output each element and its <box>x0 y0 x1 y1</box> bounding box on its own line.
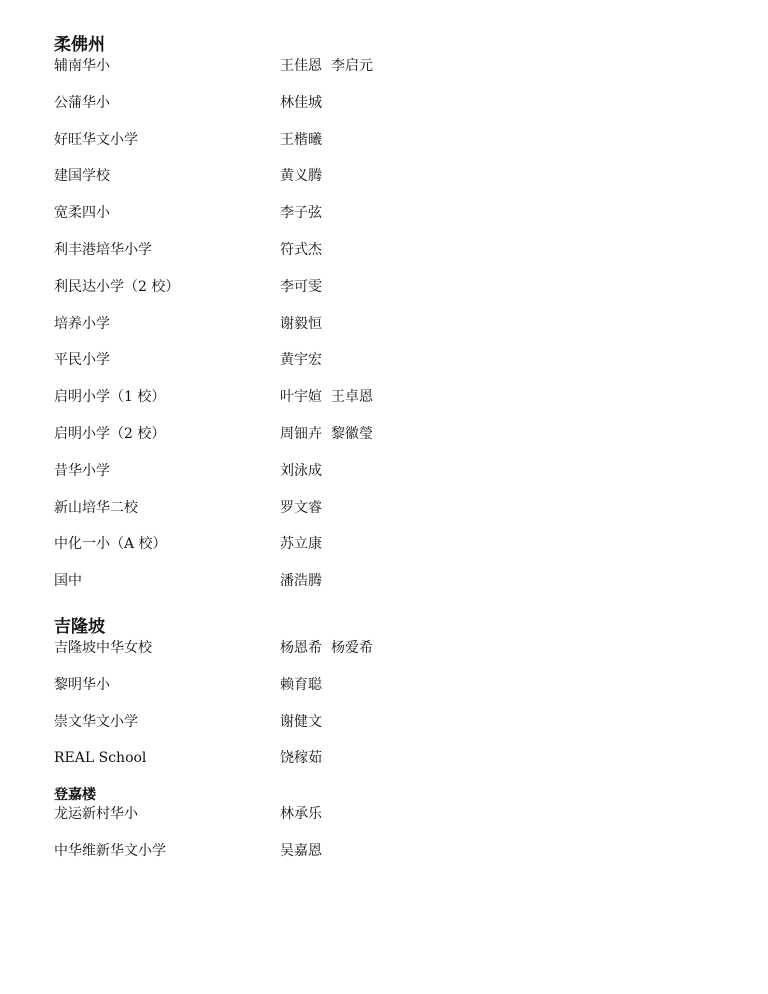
student-names <box>280 240 322 277</box>
student-names <box>280 804 322 841</box>
section-title: 吉隆坡 <box>54 616 105 637</box>
student-name: 叶宇媗 <box>280 389 322 406</box>
list-item <box>54 712 714 749</box>
student-name: 吴嘉恩 <box>280 842 322 859</box>
list-item <box>54 841 714 878</box>
student-name: 潘浩腾 <box>280 573 322 590</box>
school-name: 公蒲华小 <box>54 94 110 111</box>
list-item <box>54 804 714 841</box>
student-name: 杨恩希 <box>280 639 322 656</box>
school-name: 黎明华小 <box>54 676 110 693</box>
student-name: 李可雯 <box>280 278 322 295</box>
student-name: 符式杰 <box>280 241 322 258</box>
student-names <box>280 712 322 749</box>
page <box>54 34 714 878</box>
student-name: 赖育聪 <box>280 676 322 693</box>
student-name: 杨爱希 <box>331 639 373 656</box>
list-item <box>54 748 714 785</box>
section-title: 登嘉楼 <box>54 787 96 804</box>
school-name: REAL School <box>54 750 147 767</box>
list-item <box>54 203 714 240</box>
school-name: 利丰港培华小学 <box>54 241 152 258</box>
student-names <box>280 841 322 878</box>
student-name: 林承乐 <box>280 806 322 823</box>
student-name: 黎徽瑩 <box>331 425 373 442</box>
school-name: 辅南华小 <box>54 58 110 74</box>
list-item <box>54 130 714 167</box>
list-item <box>54 461 714 498</box>
section-title: 柔佛州 <box>54 35 105 55</box>
student-names <box>280 424 373 461</box>
student-name: 王佳恩 <box>280 58 322 74</box>
student-name: 苏立康 <box>280 536 322 553</box>
list-item <box>54 166 714 203</box>
student-name: 黄宇宏 <box>280 352 322 369</box>
student-names <box>280 166 322 203</box>
list-item <box>54 56 714 93</box>
student-names <box>280 350 322 387</box>
list-item <box>54 571 714 608</box>
school-name: 昔华小学 <box>54 462 110 479</box>
student-name: 谢健文 <box>280 713 322 730</box>
school-name: 崇文华文小学 <box>54 713 138 730</box>
student-name: 王卓恩 <box>331 389 373 406</box>
list-item <box>54 314 714 351</box>
school-name: 中化一小（A 校） <box>54 536 167 553</box>
list-item <box>54 387 714 424</box>
student-name: 王楷曦 <box>280 131 322 148</box>
student-name: 罗文睿 <box>280 499 322 516</box>
school-name: 国中 <box>54 573 82 590</box>
list-item <box>54 534 714 571</box>
section-johor <box>54 34 714 608</box>
student-names <box>280 56 373 93</box>
list-item <box>54 675 714 712</box>
school-name: 启明小学（1 校） <box>54 389 166 406</box>
student-name: 周钿卉 <box>280 425 322 442</box>
student-names <box>280 277 322 314</box>
school-name: 吉隆坡中华女校 <box>54 639 152 656</box>
student-names <box>280 130 322 167</box>
student-names <box>280 93 322 130</box>
list-item <box>54 638 714 675</box>
school-name: 新山培华二校 <box>54 499 138 516</box>
student-names <box>280 387 373 424</box>
student-name: 李子弦 <box>280 205 322 222</box>
student-name: 饶稼茹 <box>280 750 322 767</box>
student-names <box>280 534 322 571</box>
student-names <box>280 748 322 785</box>
list-item <box>54 350 714 387</box>
student-names <box>280 203 322 240</box>
list-item <box>54 277 714 314</box>
school-name: 利民达小学（2 校） <box>54 278 180 295</box>
section-terengganu <box>54 786 714 878</box>
student-name: 谢毅恒 <box>280 315 322 332</box>
student-names <box>280 498 322 535</box>
list-item <box>54 498 714 535</box>
section-spacer <box>54 608 714 616</box>
student-name: 刘泳成 <box>280 462 322 479</box>
student-names <box>280 638 373 675</box>
student-names <box>280 461 322 498</box>
list-item <box>54 424 714 461</box>
student-names <box>280 571 322 608</box>
school-name: 培养小学 <box>54 315 110 332</box>
student-name: 黄义腾 <box>280 168 322 185</box>
school-name: 中华维新华文小学 <box>54 842 166 859</box>
school-name: 启明小学（2 校） <box>54 425 166 442</box>
student-names <box>280 314 322 351</box>
student-names <box>280 675 322 712</box>
school-name: 好旺华文小学 <box>54 131 138 148</box>
student-name: 李启元 <box>331 58 373 74</box>
list-item <box>54 93 714 130</box>
school-name: 龙运新村华小 <box>54 806 138 823</box>
list-item <box>54 240 714 277</box>
school-name: 宽柔四小 <box>54 205 110 222</box>
student-name: 林佳城 <box>280 94 322 111</box>
school-name: 建国学校 <box>54 168 110 185</box>
school-name: 平民小学 <box>54 352 110 369</box>
section-kuala-lumpur <box>54 616 714 785</box>
